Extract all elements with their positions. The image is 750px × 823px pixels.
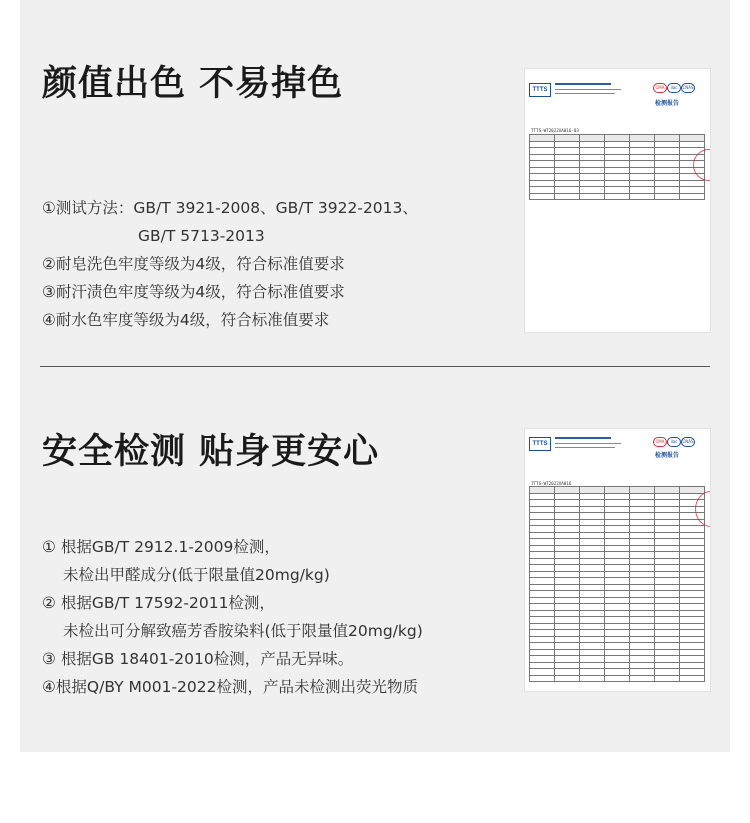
list-item: ④耐水色牢度等级为4级，符合标准值要求 — [42, 311, 330, 329]
report-code: TTTS-WT2022XA016 — [531, 481, 572, 486]
list-item: ② 根据GB/T 17592-2011检测， — [42, 594, 275, 612]
list-item: GB/T 5713-2013 — [138, 227, 265, 245]
test-report-image-2 — [524, 428, 711, 692]
list-item: ③耐汗渍色牢度等级为4级，符合标准值要求 — [42, 283, 345, 301]
ilac-badge-icon: ilac — [667, 437, 681, 447]
report-table-row — [530, 193, 705, 200]
report-code: TTTS-WT2022XA016-03 — [531, 128, 579, 133]
list-item: ②耐皂洗色牢度等级为4级，符合标准值要求 — [42, 255, 345, 273]
cnas-badge-icon: CNAS — [681, 437, 695, 447]
report-title: 检测报告 — [655, 100, 680, 107]
report-table-row — [530, 675, 705, 682]
list-item: ①测试方法：GB/T 3921-2008、GB/T 3922-2013、 — [42, 199, 418, 217]
ilac-badge-icon: ilac — [667, 83, 681, 93]
colorfastness-list — [42, 194, 418, 334]
safety-list — [42, 533, 423, 701]
report-logo: TTTS — [529, 437, 551, 451]
list-item: 未检出甲醛成分(低于限量值20mg/kg) — [63, 566, 330, 584]
list-item: ④根据Q/BY M001-2022检测，产品未检测出荧光物质 — [42, 678, 418, 696]
cma-badge-icon: CMA — [653, 437, 667, 447]
test-report-image — [524, 68, 711, 333]
report-table — [529, 134, 705, 200]
list-item: 未检出可分解致癌芳香胺染料(低于限量值20mg/kg) — [63, 622, 423, 640]
report-logo: TTTS — [529, 83, 551, 97]
section-divider — [40, 366, 710, 367]
cma-badge-icon: CMA — [653, 83, 667, 93]
report-title: 检测报告 — [655, 452, 680, 459]
section-title-colorfastness: 颜值出色 不易掉色 — [42, 64, 344, 104]
cnas-badge-icon: CNAS — [681, 83, 695, 93]
report-table — [529, 486, 705, 682]
list-item: ① 根据GB/T 2912.1-2009检测， — [42, 538, 280, 556]
list-item: ③ 根据GB 18401-2010检测，产品无异味。 — [42, 650, 354, 668]
section-title-safety: 安全检测 贴身更安心 — [42, 432, 380, 472]
